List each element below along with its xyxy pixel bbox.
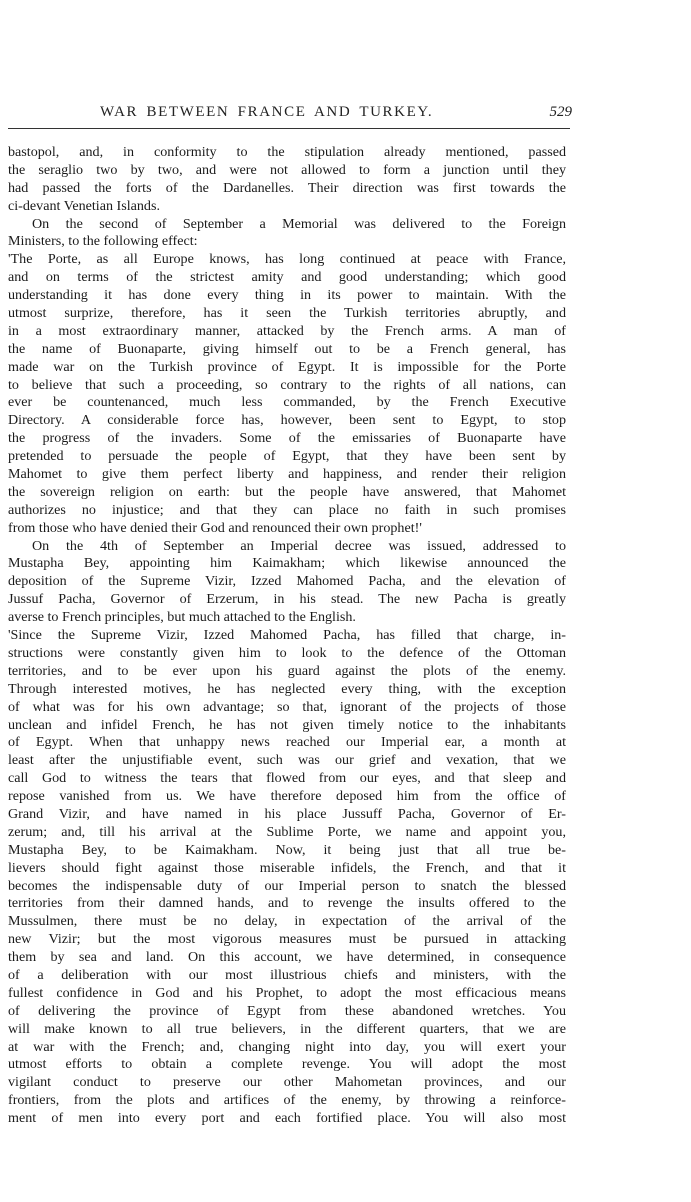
text-line: unclean and infidel French, he has not given timely notice to the inhabitants	[8, 716, 566, 733]
text-line: becomes the indispensable duty of our Imperial person to snatch the blessed	[8, 877, 566, 894]
text-line: territories, and to be ever upon his guard against the plots of the enemy.	[8, 662, 566, 679]
page-number: 529	[549, 104, 572, 120]
text-line: Mustapha Bey, appointing him Kaimakham; which likewise announced the	[8, 555, 566, 572]
text-line: repose vanished from us. We have therefore deposed him from the office of	[8, 788, 566, 805]
text-line: the seraglio two by two, and were not allowed to form a junction until they	[8, 161, 566, 178]
text-line: ci-devant Venetian Islands.	[8, 197, 160, 214]
text-line: Jussuf Pacha, Governor of Erzerum, in his stead. The new Pacha is greatly	[8, 591, 566, 608]
text-line: 'Since the Supreme Vizir, Izzed Mahomed Pacha, has filled that charge, in-	[8, 627, 566, 644]
header-rule	[8, 128, 570, 129]
text-line: of Egypt. When that unhappy news reached our Imperial ear, a month at	[8, 734, 566, 751]
text-line: averse to French principles, but much attached to the English.	[8, 609, 356, 626]
text-line: Mahomet to give them perfect liberty and happiness, and render their religion	[8, 466, 566, 483]
text-line: On the 4th of September an Imperial decree was issued, addressed to	[32, 537, 566, 554]
text-line: to believe that such a proceeding, so contrary to the rights of all nations, can	[8, 376, 566, 393]
text-line: had passed the forts of the Dardanelles. Their direction was first towards the	[8, 179, 566, 196]
text-line: 'The Porte, as all Europe knows, has long continued at peace with France,	[8, 251, 566, 268]
text-line: understanding it has done every thing in its power to maintain. With the	[8, 287, 566, 304]
text-line: ever be countenanced, much less commanded, by the French Executive	[8, 394, 566, 411]
text-line: fullest confidence in God and his Prophet, to adopt the most efficacious means	[8, 984, 566, 1001]
text-line: utmost surprize, therefore, has it seen the Turkish territories abruptly, and	[8, 305, 566, 322]
text-line: structions were constantly given him to look to the defence of the Ottoman	[8, 644, 566, 661]
text-line: vigilant conduct to preserve our other Mahometan provinces, and our	[8, 1074, 566, 1091]
text-line: call God to witness the tears that flowed from our eyes, and that sleep and	[8, 770, 566, 787]
text-line: in a most extraordinary manner, attacked by the French arms. A man of	[8, 322, 566, 339]
text-line: zerum; and, till his arrival at the Sublime Porte, we name and appoint you,	[8, 823, 566, 840]
text-line: utmost efforts to obtain a complete revenge. You will adopt the most	[8, 1056, 566, 1073]
running-title: WAR BETWEEN FRANCE AND TURKEY.	[100, 104, 434, 120]
text-line: from those who have denied their God and renounced their own prophet!'	[8, 519, 422, 536]
text-line: lievers should fight against those miserable infidels, the French, and that it	[8, 859, 566, 876]
text-line: and on terms of the strictest amity and good understanding; which good	[8, 269, 566, 286]
text-line: made war on the Turkish province of Egypt. It is impossible for the Porte	[8, 358, 566, 375]
text-line: the sovereign religion on earth: but the people have answered, that Mahomet	[8, 483, 566, 500]
text-line: Mussulmen, there must be no delay, in expectation of the arrival of the	[8, 913, 566, 930]
body-text	[8, 144, 566, 1128]
text-line: Grand Vizir, and have named in his place Jussuff Pacha, Governor of Er-	[8, 805, 566, 822]
text-line: them by sea and land. On this account, we have determined, in consequence	[8, 949, 566, 966]
text-line: will make known to all true believers, in the different quarters, that we are	[8, 1020, 566, 1037]
text-line: at war with the French; and, changing night into day, you will exert your	[8, 1038, 566, 1055]
text-line: territories from their damned hands, and to revenge the insults offered to the	[8, 895, 566, 912]
text-line: deposition of the Supreme Vizir, Izzed Mahomed Pacha, and the elevation of	[8, 573, 566, 590]
text-line: On the second of September a Memorial was delivered to the Foreign	[32, 215, 566, 232]
text-line: bastopol, and, in conformity to the stipulation already mentioned, passed	[8, 144, 566, 160]
text-line: the name of Buonaparte, giving himself out to be a French general, has	[8, 340, 566, 357]
text-line: ment of men into every port and each fortified place. You will also most	[8, 1110, 566, 1127]
text-line: authorizes no injustice; and that they can place no faith in such promises	[8, 501, 566, 518]
text-line: of a deliberation with our most illustrious chiefs and ministers, with the	[8, 966, 566, 983]
text-line: of what was for his own advantage; so that, ignorant of the projects of those	[8, 698, 566, 715]
text-line: frontiers, from the plots and artifices of the enemy, by throwing a reinforce-	[8, 1092, 566, 1109]
text-line: Mustapha Bey, to be Kaimakham. Now, it being just that all true be-	[8, 841, 566, 858]
text-line: the progress of the invaders. Some of the emissaries of Buonaparte have	[8, 430, 566, 447]
text-line: of delivering the province of Egypt from these abandoned wretches. You	[8, 1002, 566, 1019]
text-line: Through interested motives, he has neglected every thing, with the exception	[8, 680, 566, 697]
running-head	[100, 104, 572, 126]
text-line: Ministers, to the following effect:	[8, 233, 198, 250]
text-line: least after the unjustifiable event, such was our grief and vexation, that we	[8, 752, 566, 769]
text-line: new Vizir; but the most vigorous measures must be pursued in attacking	[8, 931, 566, 948]
text-line: Directory. A considerable force has, however, been sent to Egypt, to stop	[8, 412, 566, 429]
text-line: pretended to persuade the people of Egypt, that they have been sent by	[8, 448, 566, 465]
